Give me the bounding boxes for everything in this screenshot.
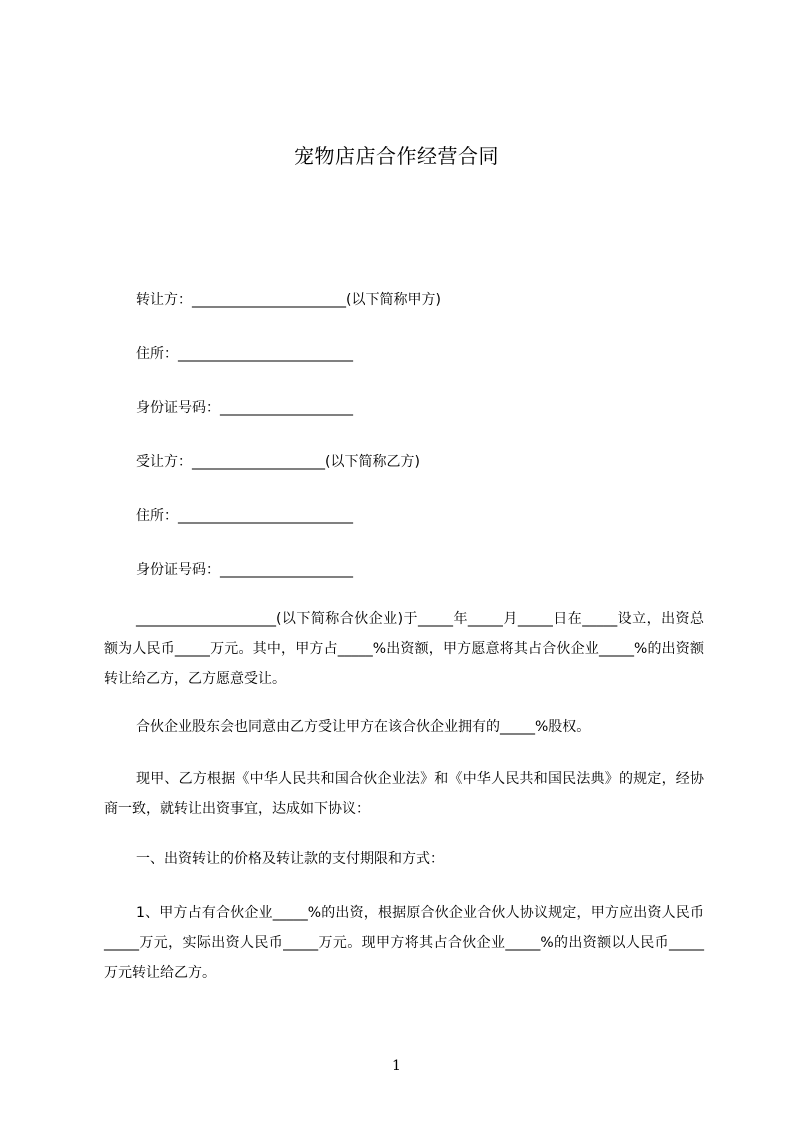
partnership-paragraph: ____________________(以下简称合伙企业)于_____年_____月_____日在_____设立，出资总额为人民币_____万元。其中，甲方占_____%出资额，甲方愿意将其占合伙企业_____%的出资额转让给乙方，乙方愿意受让。 (104, 611, 704, 687)
transferor-line: 转让方：______________________(以下简称甲方) (136, 292, 441, 308)
section-one-heading: 一、出资转让的价格及转让款的支付期限和方式： (136, 851, 444, 867)
clause-one-paragraph: 1、甲方占有合伙企业_____%的出资，根据原合伙企业合伙人协议规定，甲方应出资人民币_____万元，实际出资人民币_____万元。现甲方将其占合伙企业_____%的出资额以人民币_____万元转让给乙方。 (104, 905, 704, 981)
document-title: 宠物店店合作经营合同 (294, 144, 499, 168)
basis-paragraph: 现甲、乙方根据《中华人民共和国合伙企业法》和《中华人民共和国民法典》的规定，经协商一致，就转让出资事宜，达成如下协议： (104, 771, 704, 817)
transferee-address-line: 住所：_________________________ (136, 508, 353, 524)
transferor-id-line: 身份证号码：___________________ (136, 400, 353, 416)
transferor-address-line: 住所：_________________________ (136, 346, 353, 362)
shareholder-paragraph: 合伙企业股东会也同意由乙方受让甲方在该合伙企业拥有的_____%股权。 (136, 719, 591, 735)
transferee-id-line: 身份证号码：___________________ (136, 562, 353, 578)
page-number: 1 (392, 1058, 401, 1074)
transferee-line: 受让方：___________________(以下简称乙方) (136, 454, 420, 470)
